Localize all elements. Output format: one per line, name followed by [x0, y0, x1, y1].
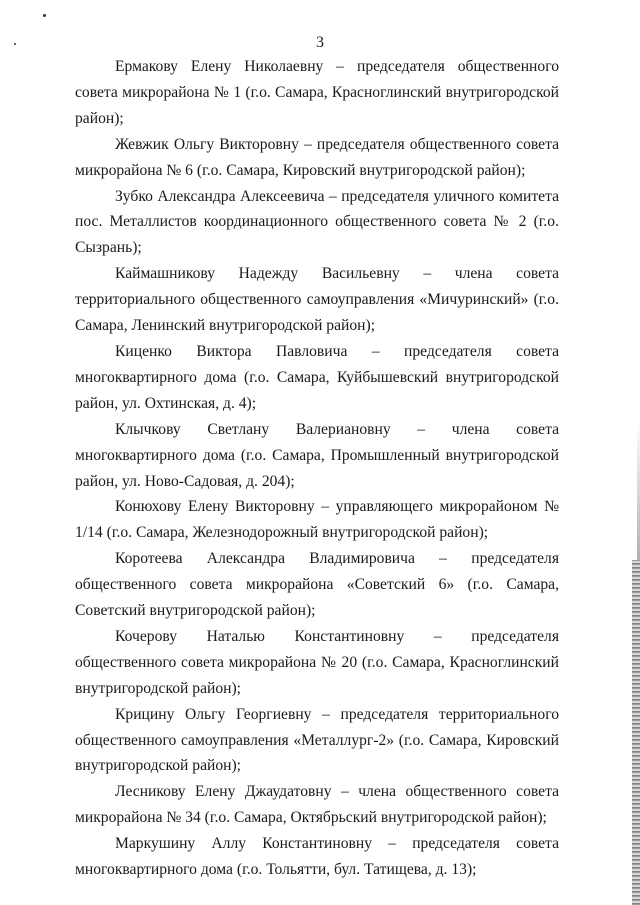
- list-item: Жевжик Ольгу Викторовну – председателя общественного совета микрорайона № 6 (г.о. Самара, Кировский внутригородской район);: [75, 135, 559, 179]
- list-item: Конюхову Елену Викторовну – управляющего микрорайоном № 1/14 (г.о. Самара, Железнодорожный внутригородской район);: [75, 498, 559, 542]
- list-item: Маркушину Аллу Константиновну – председателя совета многоквартирного дома (г.о. Тольятти, бул. Татищева, д. 13);: [75, 835, 559, 879]
- scan-edge-shadow: [632, 560, 640, 905]
- scan-speck: [43, 14, 46, 17]
- list-item: Коротеева Александра Владимировича – председателя общественного совета микрорайона «Советский 6» (г.о. Самара, Советский внутригородской район);: [75, 550, 559, 620]
- list-item: Ермакову Елену Николаевну – председателя общественного совета микрорайона № 1 (г.о. Самара, Красноглинский внутригородской район);: [75, 58, 559, 127]
- list-item: Кочерову Наталью Константиновну – председателя общественного совета микрорайона № 20 (г.о. Самара, Красноглинский внутригородской район);: [75, 627, 559, 697]
- list-item: Крицину Ольгу Георгиевну – председателя территориального общественного самоуправления «Металлург-2» (г.о. Самара, Кировский внутригородской район);: [75, 705, 559, 775]
- list-item: Каймашникову Надежду Васильевну – члена совета территориального общественного самоуправления «Мичуринский» (г.о. Самара, Ленинский внутригородской район);: [75, 265, 559, 335]
- page-number: 3: [316, 34, 324, 51]
- list-item: Лесникову Елену Джаудатовну – члена общественного совета микрорайона № 34 (г.о. Самара, Октябрьский внутригородской район);: [75, 783, 559, 827]
- list-item: Киценко Виктора Павловича – председателя совета многоквартирного дома (г.о. Самара, Куйбышевский внутригородской район, ул. Охтинская, д. 4);: [75, 342, 559, 412]
- list-item: Зубко Александра Алексеевича – председателя уличного комитета пос. Металлистов координационного общественного совета № 2 (г.о. Сызрань);: [75, 187, 559, 257]
- list-item: Клычкову Светлану Валериановну – члена совета многоквартирного дома (г.о. Самара, Промышленный внутригородской район, ул. Ново-Садовая, д. 204);: [75, 420, 559, 490]
- document-body: [75, 54, 559, 883]
